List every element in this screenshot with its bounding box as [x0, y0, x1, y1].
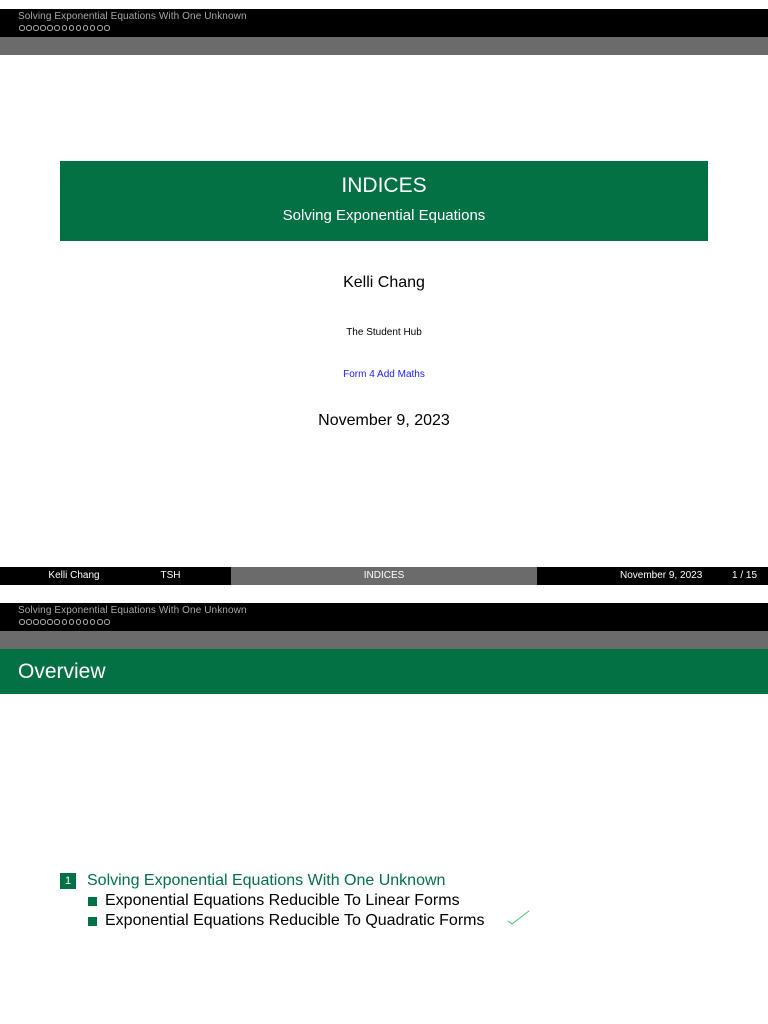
footer-date-page [537, 567, 768, 585]
nav-dot[interactable] [104, 25, 110, 31]
title-block [60, 161, 708, 241]
nav-dot[interactable] [19, 25, 25, 31]
nav-dot[interactable] [90, 619, 96, 625]
nav-dot[interactable] [97, 619, 103, 625]
nav-dot[interactable] [69, 619, 75, 625]
frame-title-bar [0, 649, 768, 694]
footer-author: Kelli Chang [0, 567, 150, 585]
nav-dot[interactable] [83, 25, 89, 31]
header-nav-dots[interactable] [19, 25, 110, 31]
slide1-header-bar [0, 9, 768, 37]
nav-dot[interactable] [54, 25, 60, 31]
nav-dot[interactable] [47, 619, 53, 625]
slide2-header-bar [0, 603, 768, 631]
slide2-header-subbar [0, 631, 768, 649]
toc-subsection-2[interactable] [88, 912, 484, 930]
nav-dot[interactable] [76, 25, 82, 31]
presentation-title: INDICES [341, 174, 427, 197]
toc-subsection-1[interactable] [88, 892, 460, 910]
nav-dot[interactable] [54, 619, 60, 625]
presentation-subtitle: Solving Exponential Equations [282, 207, 486, 224]
nav-dot[interactable] [40, 25, 46, 31]
institute-name: The Student Hub [346, 327, 422, 338]
nav-dot[interactable] [69, 25, 75, 31]
toc-subsection-label[interactable]: Exponential Equations Reducible To Linear Forms [105, 892, 460, 909]
nav-dot[interactable] [26, 25, 32, 31]
presentation-date: November 9, 2023 [318, 412, 450, 429]
header-nav-dots[interactable] [19, 619, 110, 625]
nav-dot[interactable] [47, 25, 53, 31]
header-section-title[interactable]: Solving Exponential Equations With One Unknown [18, 11, 247, 22]
frame-title: Overview [18, 660, 106, 683]
square-bullet-icon [88, 897, 97, 906]
checkmark-annotation-icon [507, 909, 531, 925]
footer-title: INDICES [231, 567, 537, 585]
toc-section-1[interactable] [60, 872, 445, 890]
footer-date: November 9, 2023 [620, 570, 703, 581]
footer-page-number: 1 / 15 [732, 570, 758, 581]
nav-dot[interactable] [19, 619, 25, 625]
toc-section-label[interactable]: Solving Exponential Equations With One Unknown [87, 872, 446, 889]
nav-dot[interactable] [33, 25, 39, 31]
square-bullet-icon [88, 917, 97, 926]
nav-dot[interactable] [26, 619, 32, 625]
slide1-footer [0, 567, 768, 585]
course-link[interactable]: Form 4 Add Maths [343, 369, 425, 380]
nav-dot[interactable] [33, 619, 39, 625]
nav-dot[interactable] [90, 25, 96, 31]
author-name: Kelli Chang [343, 274, 425, 291]
toc-subsection-label[interactable]: Exponential Equations Reducible To Quadratic Forms [105, 912, 485, 929]
nav-dot[interactable] [62, 25, 68, 31]
toc-section-number: 1 [60, 873, 76, 889]
footer-institute: TSH [150, 567, 231, 585]
nav-dot[interactable] [76, 619, 82, 625]
nav-dot[interactable] [97, 25, 103, 31]
slide1-header-subbar [0, 37, 768, 55]
nav-dot[interactable] [104, 619, 110, 625]
header-section-title[interactable]: Solving Exponential Equations With One Unknown [18, 605, 247, 616]
nav-dot[interactable] [62, 619, 68, 625]
nav-dot[interactable] [40, 619, 46, 625]
nav-dot[interactable] [83, 619, 89, 625]
